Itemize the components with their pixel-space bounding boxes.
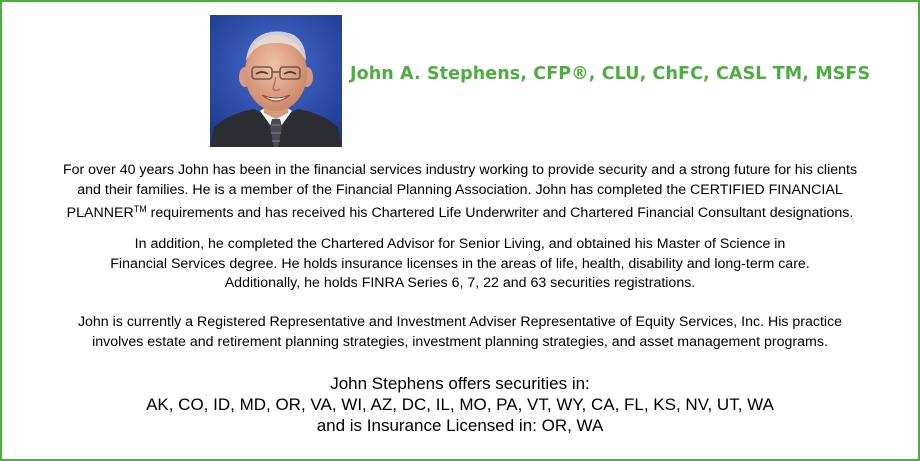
trademark-mark: TM [133,204,147,214]
bio-paragraph-practice [2,313,918,352]
bio-paragraph-experience [2,161,918,224]
bio-line: and their families. He is a member of the Financial Planning Association. John has completed the CERTIFIED FINANCIAL [77,181,843,198]
bio-line: Additionally, he holds FINRA Series 6, 7, 22 and 63 securities registrations. [224,275,696,291]
requirements-text: requirements and has received his Chartered Life Underwriter and Chartered Financial Consultant designations. [146,205,854,221]
licensing-statement [2,373,918,436]
bio-line: Financial Services degree. He holds insurance licenses in the areas of life, health, disability and long-term care. [110,255,810,272]
planner-text: PLANNER [66,205,134,221]
securities-states-list: AK, CO, ID, MD, OR, VA, WI, AZ, DC, IL, MO, PA, VT, WY, CA, FL, KS, NV, UT, WA [146,395,774,414]
insurance-license-states: and is Insurance Licensed in: OR, WA [316,416,604,435]
bio-line [2,200,918,224]
bio-line: For over 40 years John has been in the financial services industry working to provide security and a strong future for his clients [62,162,858,178]
bio-line: John is currently a Registered Representative and Investment Adviser Representative of Equity Services, Inc. His practice [77,314,843,330]
bio-paragraph-credentials [2,235,918,294]
bio-line: involves estate and retirement planning strategies, investment planning strategies, and asset management programs. [92,333,828,350]
portrait-photo [210,15,342,147]
advisor-name-heading: John A. Stephens, CFP®, CLU, ChFC, CASL TM, MSFS [350,64,871,84]
securities-heading: John Stephens offers securities in: [330,374,590,393]
bio-line: In addition, he completed the Chartered Advisor for Senior Living, and obtained his Master of Science in [134,236,786,252]
